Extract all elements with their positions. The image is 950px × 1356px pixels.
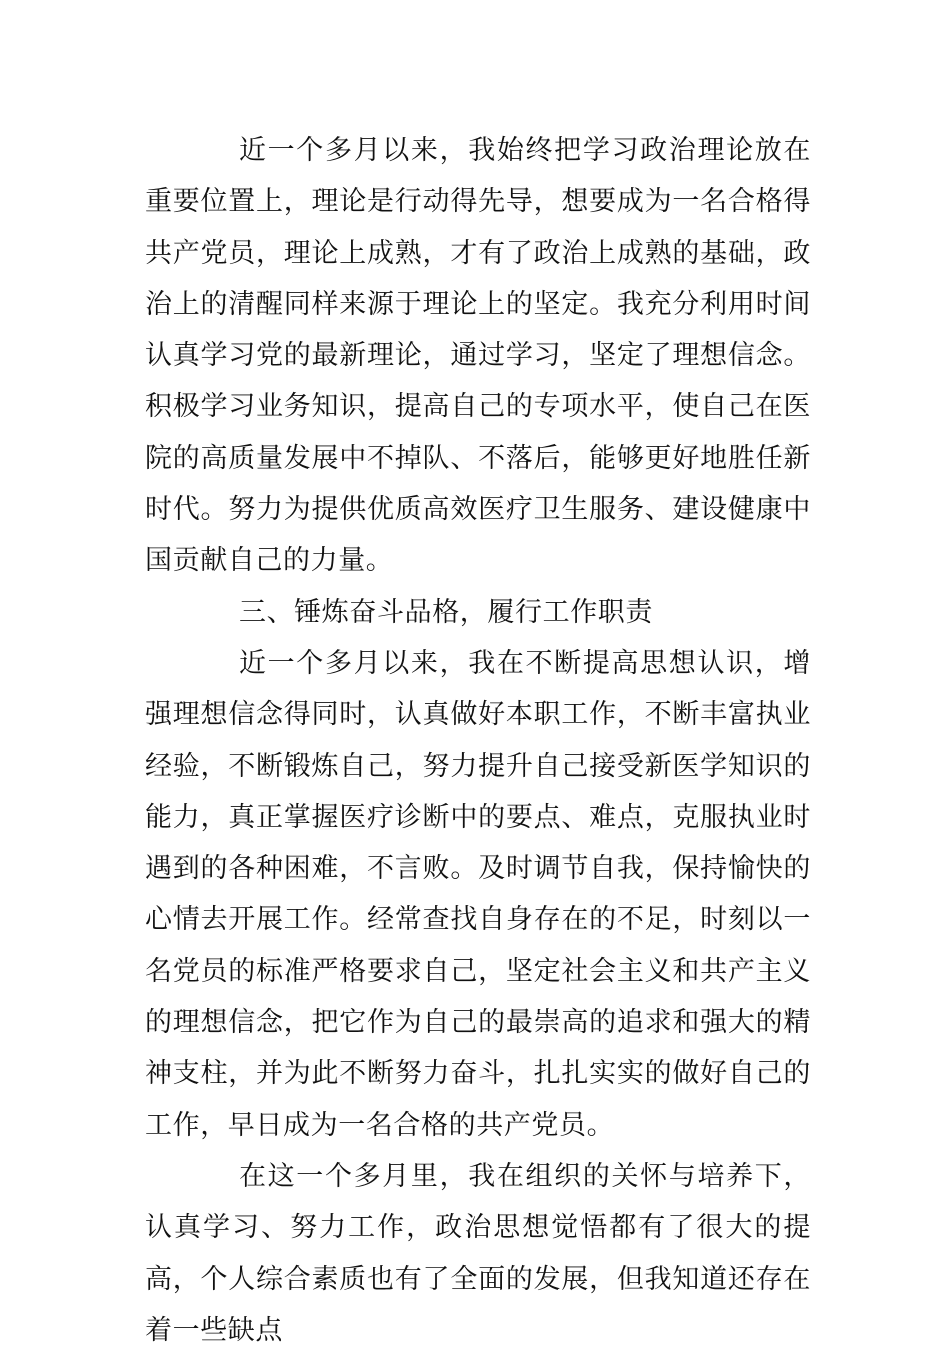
paragraph-summary: 在这一个多月里，我在组织的关怀与培养下，认真学习、努力工作，政治思想觉悟都有了很大的提高，个人综合素质也有了全面的发展，但我知道还存在着一些缺点 — [145, 1160, 811, 1346]
document-body — [145, 125, 811, 1356]
paragraph-work-duty: 近一个多月以来，我在不断提高思想认识，增强理想信念得同时，认真做好本职工作，不断丰富执业经验，不断锻炼自己，努力提升自己接受新医学知识的能力，真正掌握医疗诊断中的要点、难点，克服执业时遇到的各种困难，不言败。及时调节自我，保持愉快的心情去开展工作。经常查找自身存在的不足，时刻以一名党员的标准严格要求自己，坚定社会主义和共产主义的理想信念，把它作为自己的最崇高的追求和强大的精神支柱，并为此不断努力奋斗，扎扎实实的做好自己的工作，早日成为一名合格的共产党员。 — [145, 647, 811, 1141]
paragraph-theory-study: 近一个多月以来，我始终把学习政治理论放在重要位置上，理论是行动得先导，想要成为一名合格得共产党员，理论上成熟，才有了政治上成熟的基础，政治上的清醒同样来源于理论上的坚定。我充分利用时间认真学习党的最新理论，通过学习，坚定了理想信念。积极学习业务知识，提高自己的专项水平，使自己在医院的高质量发展中不掉队、不落后，能够更好地胜任新时代。努力为提供优质高效医疗卫生服务、建设健康中国贡献自己的力量。 — [145, 135, 811, 577]
section-heading-three: 三、锤炼奋斗品格，履行工作职责 — [239, 596, 653, 628]
